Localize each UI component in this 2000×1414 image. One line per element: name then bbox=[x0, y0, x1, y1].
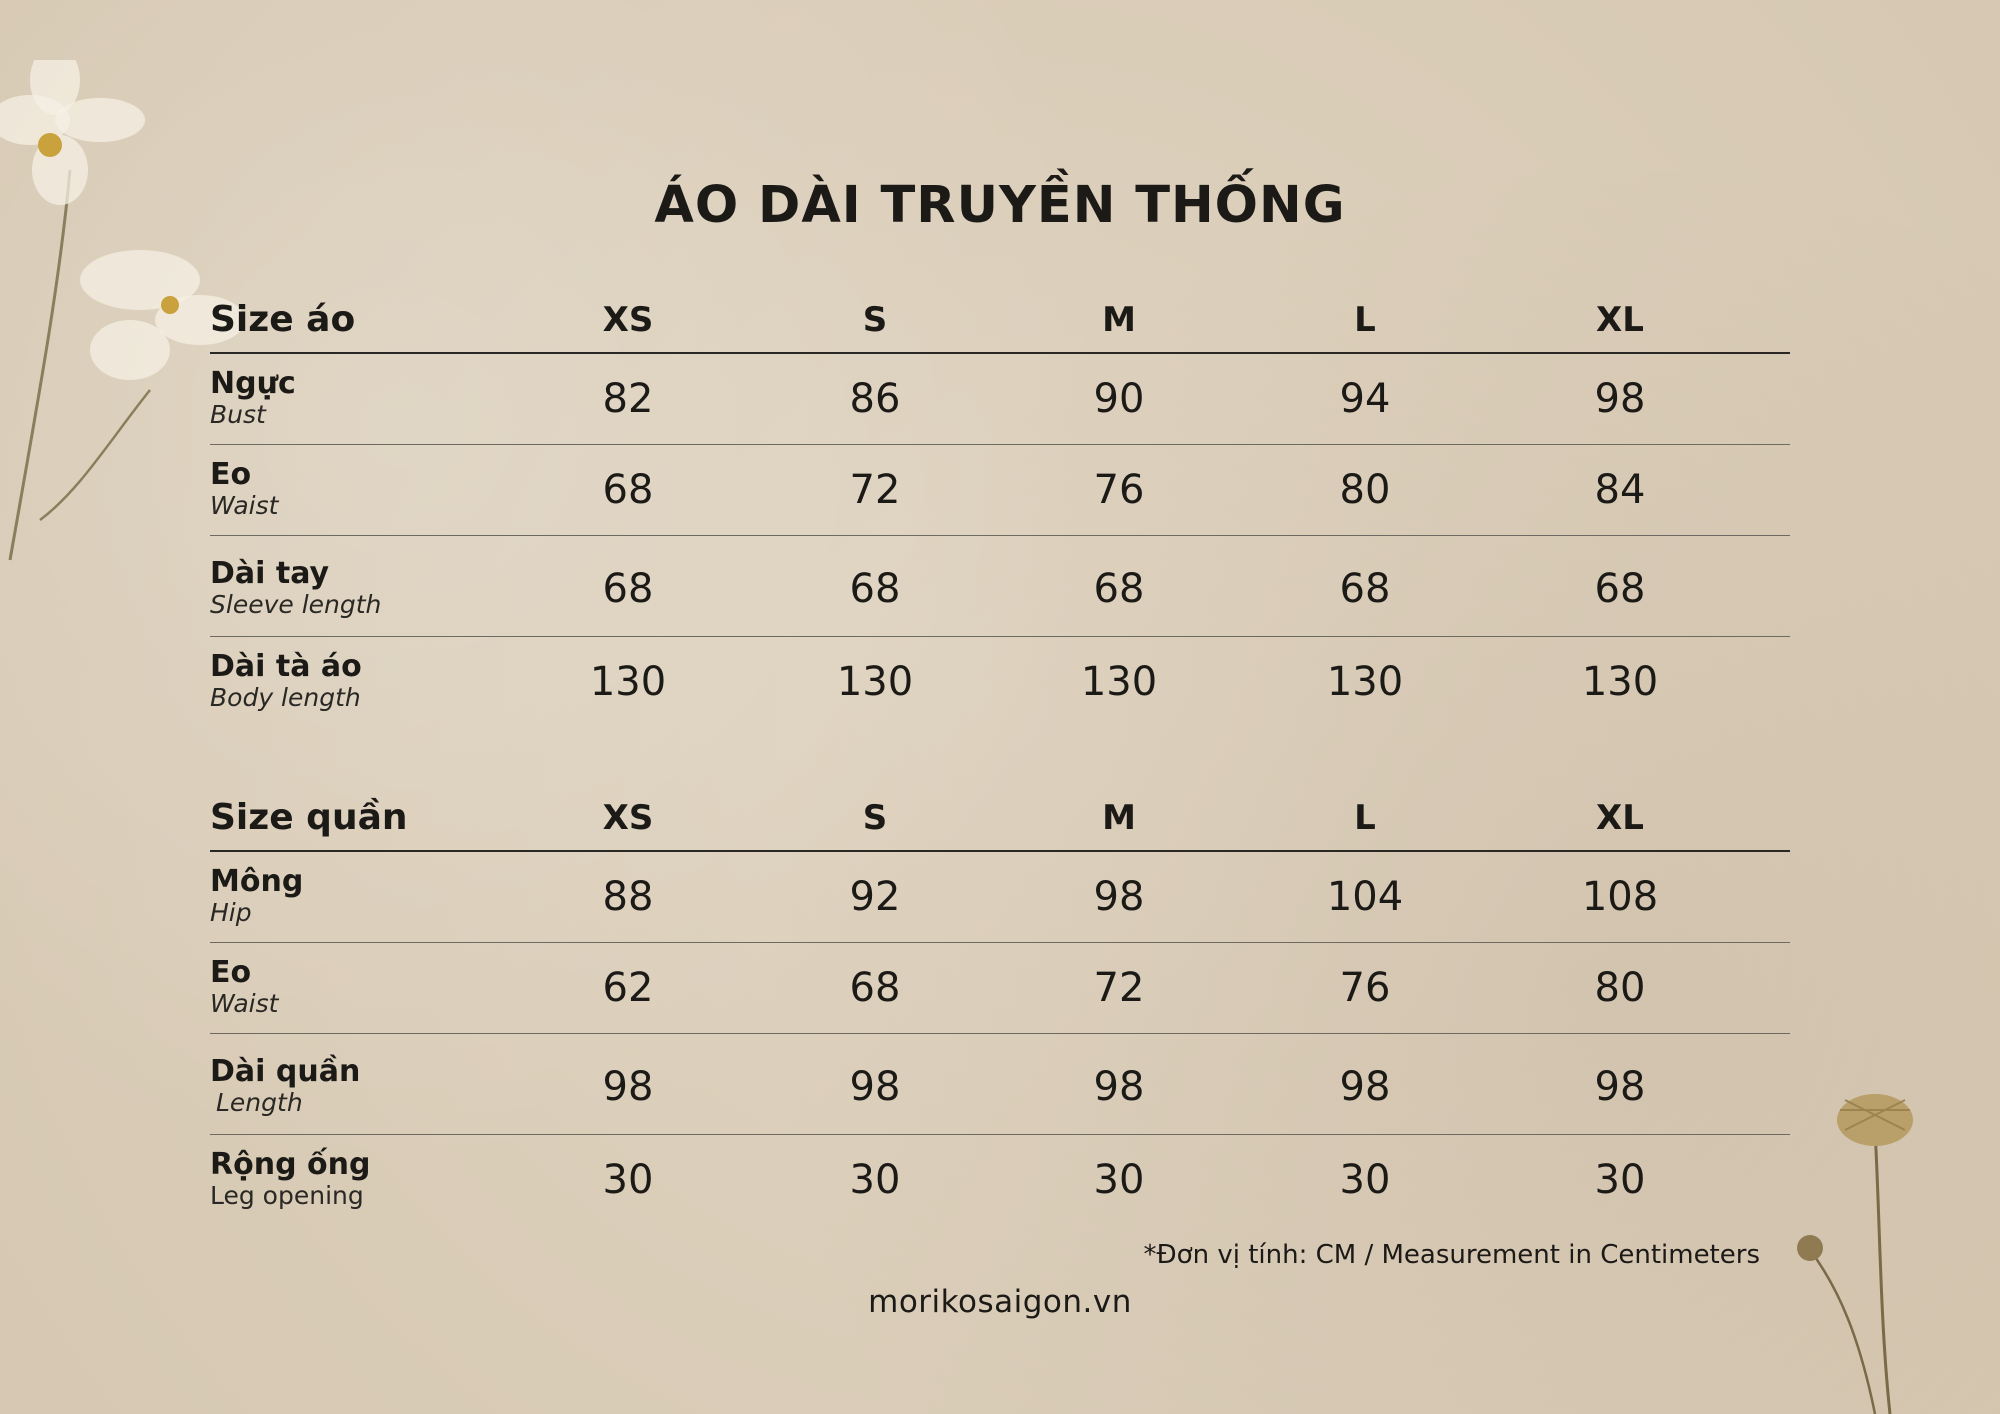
row-sublabel: Waist bbox=[210, 491, 279, 520]
size-l-header: L bbox=[1354, 798, 1376, 838]
table-row bbox=[210, 1135, 1790, 1225]
table-cell: 98 bbox=[1093, 874, 1145, 920]
row-label: Dài tay bbox=[210, 556, 330, 591]
table-cell: 68 bbox=[849, 566, 901, 612]
size-m-header: M bbox=[1102, 798, 1136, 838]
table-cell: 82 bbox=[602, 376, 654, 422]
table-cell: 76 bbox=[1339, 965, 1391, 1011]
website-link[interactable]: morikosaigon.vn bbox=[868, 1284, 1132, 1320]
table-cell: 30 bbox=[1339, 1157, 1391, 1203]
table-cell: 98 bbox=[849, 1064, 901, 1110]
table-row bbox=[210, 445, 1790, 536]
table-cell: 30 bbox=[1594, 1157, 1646, 1203]
row-label: Mông bbox=[210, 864, 304, 899]
header-label: Size quần bbox=[210, 797, 408, 838]
table-cell: 130 bbox=[1080, 659, 1158, 705]
size-xs-header: XS bbox=[602, 300, 654, 340]
table-cell: 76 bbox=[1093, 467, 1145, 513]
row-sublabel: Hip bbox=[210, 898, 252, 927]
size-xl-header: XL bbox=[1596, 798, 1644, 838]
row-sublabel: Body length bbox=[210, 683, 361, 712]
size-xs-header: XS bbox=[602, 798, 654, 838]
table-cell: 130 bbox=[589, 659, 667, 705]
table-cell: 92 bbox=[849, 874, 901, 920]
page-title: ÁO DÀI TRUYỀN THỐNG bbox=[654, 176, 1346, 235]
table-cell: 30 bbox=[1093, 1157, 1145, 1203]
table-cell: 30 bbox=[849, 1157, 901, 1203]
table-header bbox=[210, 788, 1790, 852]
table-cell: 88 bbox=[602, 874, 654, 920]
table-cell: 30 bbox=[602, 1157, 654, 1203]
row-sublabel: Length bbox=[216, 1088, 303, 1117]
table-cell: 72 bbox=[1093, 965, 1145, 1011]
table-cell: 68 bbox=[1594, 566, 1646, 612]
table-cell: 98 bbox=[1093, 1064, 1145, 1110]
row-label: Eo bbox=[210, 955, 252, 990]
row-label: Ngực bbox=[210, 366, 296, 401]
table-cell: 80 bbox=[1339, 467, 1391, 513]
table-row bbox=[210, 1034, 1790, 1135]
table-cell: 104 bbox=[1326, 874, 1404, 920]
table-row bbox=[210, 943, 1790, 1034]
table-cell: 68 bbox=[1093, 566, 1145, 612]
header-label: Size áo bbox=[210, 299, 356, 340]
unit-note: *Đơn vị tính: CM / Measurement in Centimeters bbox=[1143, 1240, 1760, 1270]
table-cell: 84 bbox=[1594, 467, 1646, 513]
row-sublabel: Sleeve length bbox=[210, 590, 382, 619]
table-cell: 86 bbox=[849, 376, 901, 422]
table-cell: 130 bbox=[1326, 659, 1404, 705]
size-xl-header: XL bbox=[1596, 300, 1644, 340]
table-cell: 72 bbox=[849, 467, 901, 513]
row-sublabel: Leg opening bbox=[210, 1181, 364, 1210]
table-cell: 98 bbox=[602, 1064, 654, 1110]
table-cell: 68 bbox=[602, 566, 654, 612]
table-cell: 68 bbox=[602, 467, 654, 513]
row-sublabel: Waist bbox=[210, 989, 279, 1018]
row-label: Dài tà áo bbox=[210, 649, 362, 684]
table-cell: 90 bbox=[1093, 376, 1145, 422]
table-cell: 98 bbox=[1339, 1064, 1391, 1110]
table-cell: 68 bbox=[849, 965, 901, 1011]
size-l-header: L bbox=[1354, 300, 1376, 340]
table-cell: 130 bbox=[1581, 659, 1659, 705]
table-row bbox=[210, 852, 1790, 943]
table-cell: 98 bbox=[1594, 376, 1646, 422]
dried-flower-icon bbox=[1780, 1070, 1940, 1414]
table-row bbox=[210, 354, 1790, 445]
table-cell: 98 bbox=[1594, 1064, 1646, 1110]
size-m-header: M bbox=[1102, 300, 1136, 340]
table-row bbox=[210, 536, 1790, 637]
top-size-table bbox=[210, 290, 1790, 727]
row-label: Rộng ống bbox=[210, 1147, 371, 1182]
table-cell: 68 bbox=[1339, 566, 1391, 612]
size-s-header: S bbox=[862, 300, 888, 340]
size-s-header: S bbox=[862, 798, 888, 838]
row-label: Dài quần bbox=[210, 1054, 361, 1089]
table-cell: 80 bbox=[1594, 965, 1646, 1011]
table-cell: 94 bbox=[1339, 376, 1391, 422]
table-header bbox=[210, 290, 1790, 354]
row-sublabel: Bust bbox=[210, 400, 266, 429]
row-label: Eo bbox=[210, 457, 252, 492]
table-cell: 130 bbox=[836, 659, 914, 705]
bottom-size-table bbox=[210, 788, 1790, 1225]
table-cell: 108 bbox=[1581, 874, 1659, 920]
table-row bbox=[210, 637, 1790, 727]
table-cell: 62 bbox=[602, 965, 654, 1011]
